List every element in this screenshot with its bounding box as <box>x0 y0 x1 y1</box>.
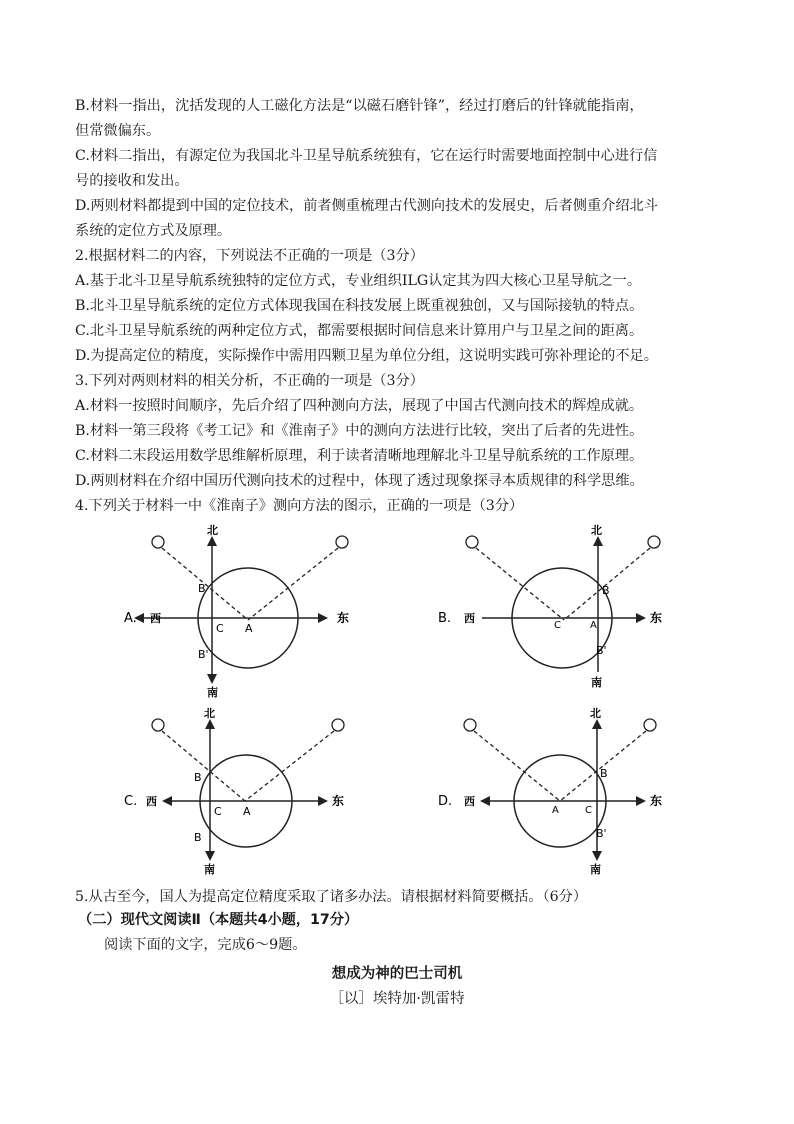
option-2c: C.北斗卫星导航系统的两种定位方式，都需要根据时间信息来计算用户与卫星之间的距离。 <box>75 323 644 339</box>
question-2: 2.根据材料二的内容，下列说法不正确的一项是（3分） <box>75 248 424 264</box>
option-label: A. <box>124 611 137 626</box>
diagram-option-d <box>432 705 692 885</box>
west-label: 西 <box>150 612 161 625</box>
sun-icon <box>648 536 660 548</box>
sun-icon <box>152 719 164 731</box>
west-label: 西 <box>464 612 475 625</box>
south-label: 南 <box>591 676 602 689</box>
south-label: 南 <box>207 686 218 699</box>
sun-icon <box>332 719 344 731</box>
text-line: 号的接收和发出。 <box>75 173 189 189</box>
text-line: B.材料一指出，沈括发现的人工磁化方法是“以磁石磨针锋”，经过打磨后的针锋就能指南， <box>75 98 644 114</box>
east-label: 东 <box>650 794 663 808</box>
south-label: 南 <box>204 863 215 876</box>
option-label: C. <box>124 794 138 809</box>
sun-icon <box>464 719 476 731</box>
question-3: 3.下列对两则材料的相关分析，不正确的一项是（3分） <box>75 373 424 389</box>
north-label: 北 <box>207 524 218 537</box>
diagram-option-b <box>432 520 692 700</box>
east-label: 东 <box>332 794 345 808</box>
option-3d: D.两则材料在介绍中国历代测向技术的过程中，体现了透过现象探寻本质规律的科学思维。 <box>75 473 644 489</box>
south-label: 南 <box>590 863 601 876</box>
sun-icon <box>152 536 164 548</box>
point-a-label: A <box>552 805 559 816</box>
option-2d: D.为提高定位的精度，实际操作中需用四颗卫星为单位分组，这说明实践可弥补理论的不足。 <box>75 348 658 364</box>
point-a-label: A <box>245 622 253 635</box>
point-a-label: A <box>243 805 251 818</box>
point-c-label: C <box>214 805 222 818</box>
diagram-option-c <box>110 705 370 885</box>
point-b-prime-label: B' <box>198 648 209 661</box>
point-b-prime-label: B' <box>596 827 607 840</box>
point-b-bottom-label: B <box>194 831 202 844</box>
sun-icon <box>644 719 656 731</box>
question-4: 4.下列关于材料一中《淮南子》测向方法的图示，正确的一项是（3分） <box>75 498 524 514</box>
point-b-label: B <box>194 771 202 784</box>
north-label: 北 <box>591 524 602 537</box>
story-title: 想成为神的巴士司机 <box>331 966 463 982</box>
text-line: C.材料二指出，有源定位为我国北斗卫星导航系统独有，它在运行时需要地面控制中心进行信 <box>75 148 658 164</box>
point-b-label: B <box>198 582 206 595</box>
reading-instruction: 阅读下面的文字，完成6～9题。 <box>104 937 307 953</box>
diagram-option-a <box>110 520 370 700</box>
point-c-label: C <box>585 805 592 816</box>
point-b-prime-label: B' <box>596 644 607 657</box>
option-2b: B.北斗卫星导航系统的定位方式体现我国在科技发展上既重视独创，又与国际接轨的特点。 <box>75 298 644 314</box>
point-c-label: C <box>216 622 224 635</box>
point-a-label: A <box>590 620 597 631</box>
option-label: D. <box>438 794 453 809</box>
point-b-label: B <box>600 767 608 780</box>
sun-icon <box>336 536 348 548</box>
option-2a: A.基于北斗卫星导航系统独特的定位方式，专业组织ILG认定其为四大核心卫星导航之一。 <box>75 273 642 289</box>
option-3b: B.材料一第三段将《考工记》和《淮南子》中的测向方法进行比较，突出了后者的先进性。 <box>75 423 644 439</box>
option-label: B. <box>438 611 452 626</box>
question-5: 5.从古至今，国人为提高定位精度采取了诸多办法。请根据材料简要概括。（6分） <box>75 889 588 905</box>
west-label: 西 <box>464 795 475 808</box>
text-line: 系统的定位方式及原理。 <box>75 223 232 239</box>
west-label: 西 <box>146 795 157 808</box>
option-3a: A.材料一按照时间顺序，先后介绍了四种测向方法，展现了中国古代测向技术的辉煌成就。 <box>75 398 644 414</box>
east-label: 东 <box>337 611 350 625</box>
point-c-label: C <box>554 620 561 631</box>
north-label: 北 <box>204 707 215 720</box>
point-b-label: B <box>602 584 610 597</box>
north-label: 北 <box>590 707 601 720</box>
sun-icon <box>466 536 478 548</box>
east-label: 东 <box>650 611 663 625</box>
section-heading: （二）现代文阅读Ⅱ（本题共4小题，17分） <box>78 912 359 928</box>
text-line: 但常微偏东。 <box>75 123 161 139</box>
text-line: D.两则材料都提到中国的定位技术，前者侧重梳理古代测向技术的发展史，后者侧重介绍北斗 <box>75 198 658 214</box>
option-3c: C.材料二末段运用数学思维解析原理，利于读者清晰地理解北斗卫星导航系统的工作原理。 <box>75 448 644 464</box>
story-author: ［以］埃特加·凯雷特 <box>329 991 465 1007</box>
